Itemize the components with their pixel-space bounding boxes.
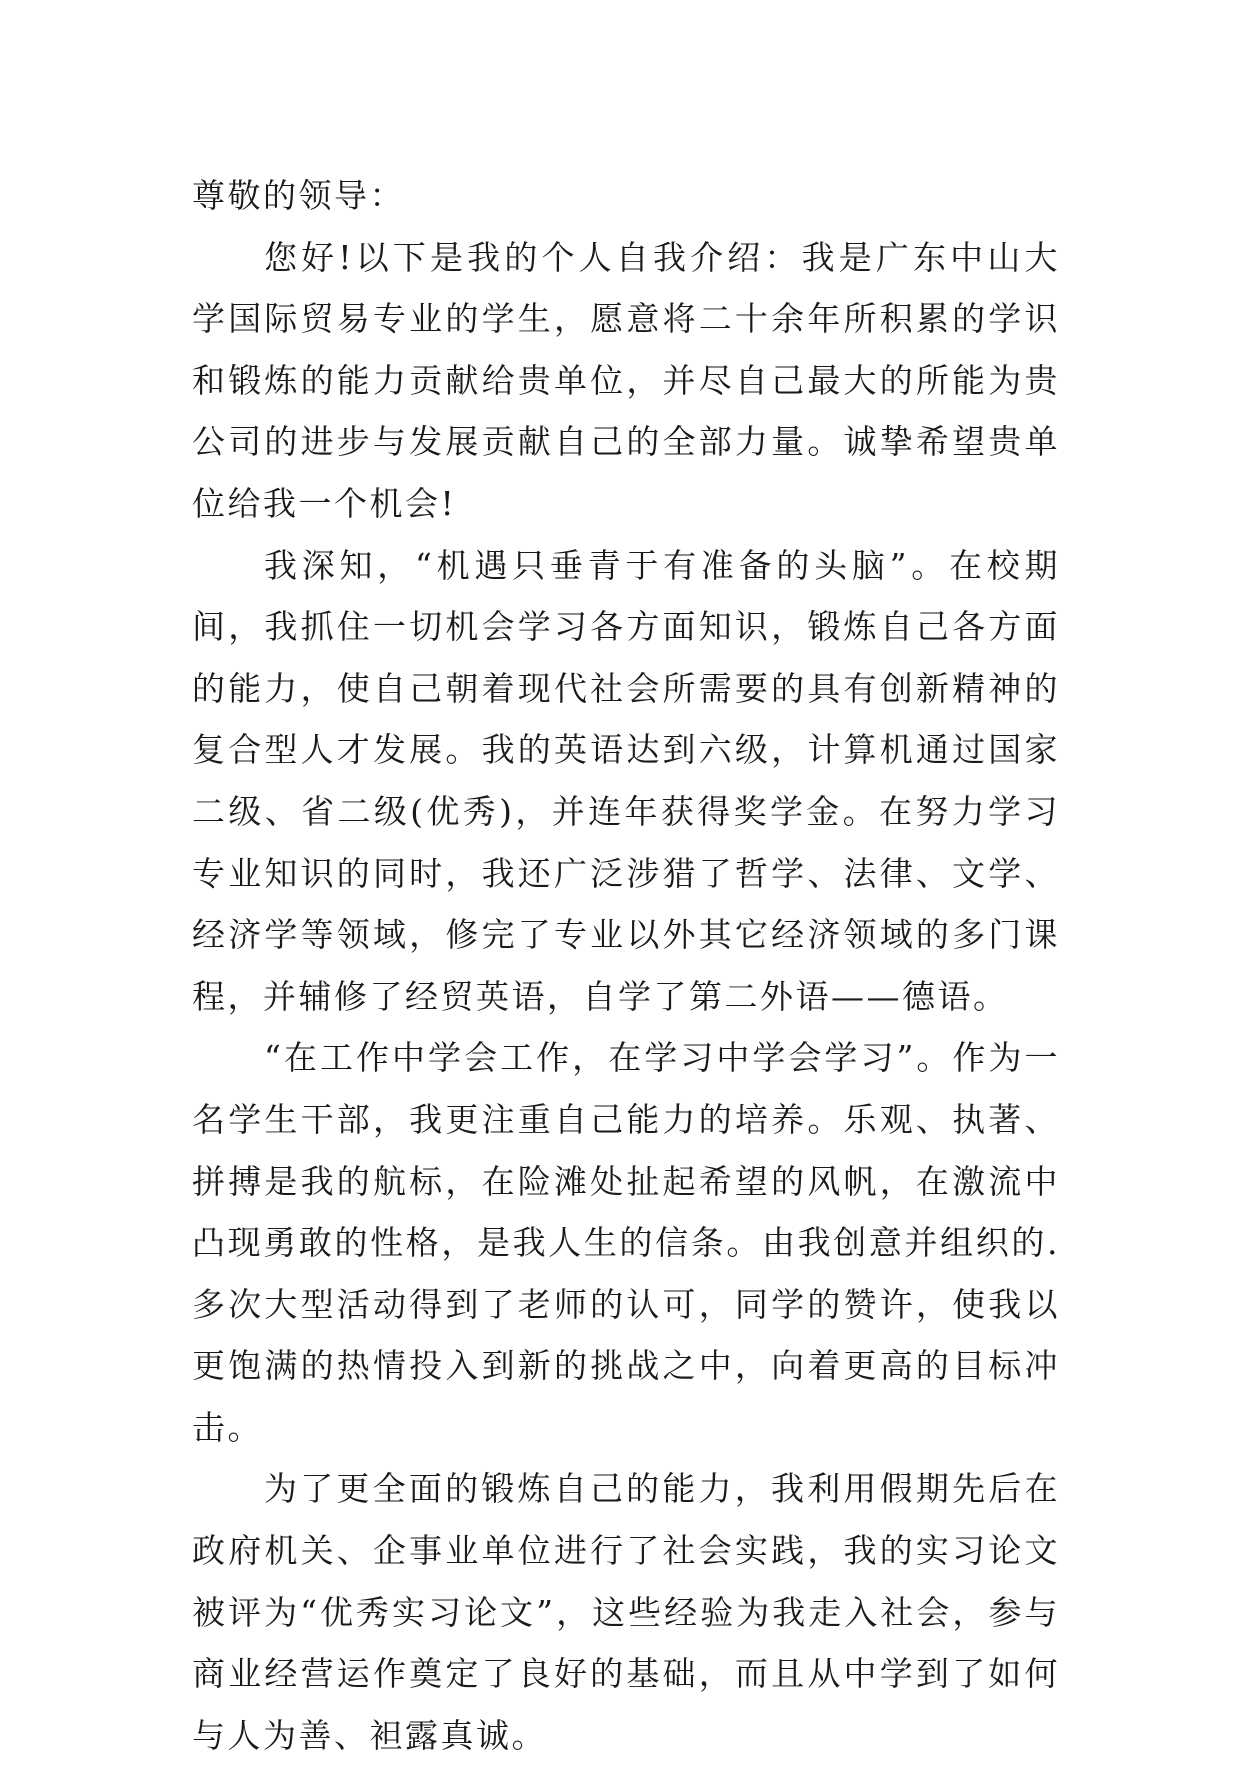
letter-salutation: 尊敬的领导：	[192, 176, 405, 215]
paragraph-practice: 为了更全面的锻炼自己的能力，我利用假期先后在政府机关、企事业单位进行了社会实践，我的实习论文被评为“优秀实习论文”，这些经验为我走入社会，参与商业经营运作奠定了良好的基础，而且从中学到了如何与人为善、袒露真诚。	[192, 1469, 1060, 1755]
letter-body	[192, 165, 1060, 1766]
paragraph-leadership: “在工作中学会工作，在学习中学会学习”。作为一名学生干部，我更注重自己能力的培养。乐观、执著、拼搏是我的航标，在险滩处扯起希望的风帆，在激流中凸现勇敢的性格，是我人生的信条。由我创意并组织的.多次大型活动得到了老师的认可，同学的赞许，使我以更饱满的热情投入到新的挑战之中，向着更高的目标冲击。	[192, 1038, 1060, 1447]
paragraph-education: 我深知，“机遇只垂青于有准备的头脑”。在校期间，我抓住一切机会学习各方面知识，锻炼自己各方面的能力，使自己朝着现代社会所需要的具有创新精神的复合型人才发展。我的英语达到六级，计算机通过国家二级、省二级(优秀)，并连年获得奖学金。在努力学习专业知识的同时，我还广泛涉猎了哲学、法律、文学、经济学等领域，修完了专业以外其它经济领域的多门课程，并辅修了经贸英语，自学了第二外语——德语。	[192, 545, 1060, 1016]
paragraph-introduction: 您好!以下是我的个人自我介绍：我是广东中山大学国际贸易专业的学生，愿意将二十余年所积累的学识和锻炼的能力贡献给贵单位，并尽自己最大的所能为贵公司的进步与发展贡献自己的全部力量。诚挚希望贵单位给我一个机会!	[192, 237, 1060, 523]
